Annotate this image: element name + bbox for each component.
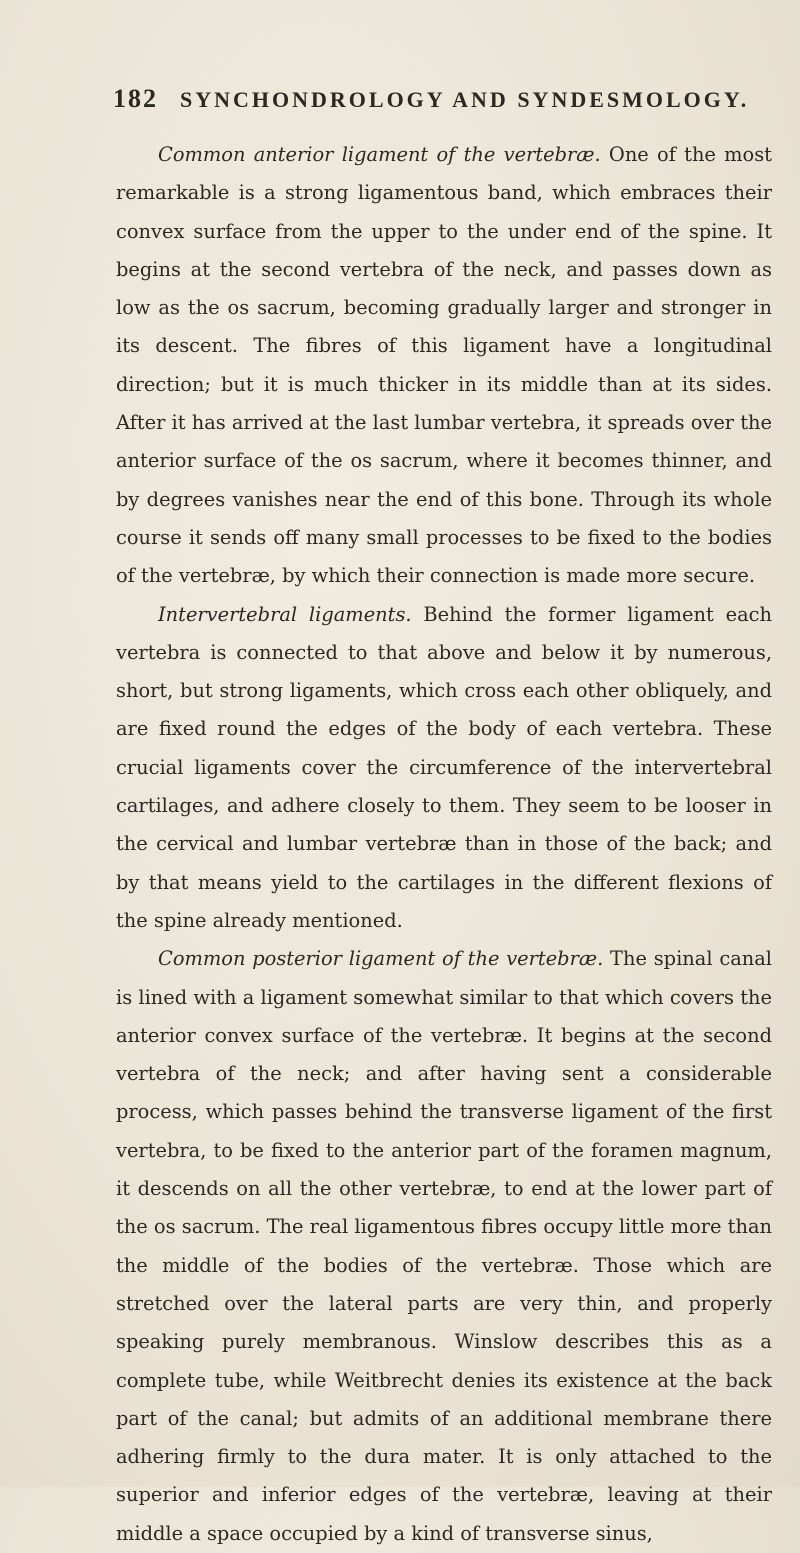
paragraph-common-anterior-ligament (116, 136, 772, 596)
paragraph-heading: Common posterior ligament of the vertebræ. (158, 947, 604, 971)
body-text (116, 136, 772, 1553)
paragraph-intervertebral-ligaments (116, 596, 772, 941)
paragraph-text: One of the most remarkable is a strong ligamentous band, which embraces their convex surface from the upper to the under end of the spine. It begins at the second vertebra of the neck, and passes down as low as the os sacrum, becoming gradually larger and stronger in its descent. The fibres of this ligament have a longitudinal direction; but it is much thicker in its middle than at its sides. After it has arrived at the last lumbar vertebra, it spreads over the anterior surface of the os sacrum, where it becomes thinner, and by degrees vanishes near the end of this bone. Through its whole course it sends off many small processes to be fixed to the bodies of the vertebræ, by which their connection is made more secure. (116, 143, 772, 588)
page-number: 182 (113, 84, 158, 113)
running-head (113, 84, 773, 114)
running-title: SYNCHONDROLOGY AND SYNDESMOLOGY. (180, 87, 750, 112)
paragraph-text: The spinal canal is lined with a ligament somewhat similar to that which covers the anterior convex surface of the vertebræ. It begins at the second vertebra of the neck; and after having sent a considerable process, which passes behind the transverse ligament of the first vertebra, to be fixed to the anterior part of the foramen magnum, it descends on all the other vertebræ, to end at the lower part of the os sacrum. The real ligamentous fibres occupy little more than the middle of the bodies of the vertebræ. Those which are stretched over the lateral parts are very thin, and properly speaking purely membranous. Winslow describes this as a complete tube, while Weitbrecht denies its existence at the back part of the canal; but admits of an additional membrane there adhering firmly to the dura mater. It is only attached to the superior and inferior edges of the vertebræ, leaving at their middle a space occupied by a kind of transverse sinus, (116, 947, 773, 1545)
paragraph-text: Behind the former ligament each vertebra is connected to that above and below it by numerous, short, but strong ligaments, which cross each other obliquely, and are fixed round the edges of the body of each vertebra. These crucial ligaments cover the circumference of the intervertebral cartilages, and adhere closely to them. They seem to be looser in the cervical and lumbar vertebræ than in those of the back; and by that means yield to the cartilages in the different flexions of the spine already mentioned. (116, 602, 772, 932)
paragraph-heading: Intervertebral ligaments. (158, 602, 412, 626)
paragraph-heading: Common anterior ligament of the vertebræ. (158, 143, 601, 166)
paragraph-common-posterior-ligament (116, 940, 772, 1553)
